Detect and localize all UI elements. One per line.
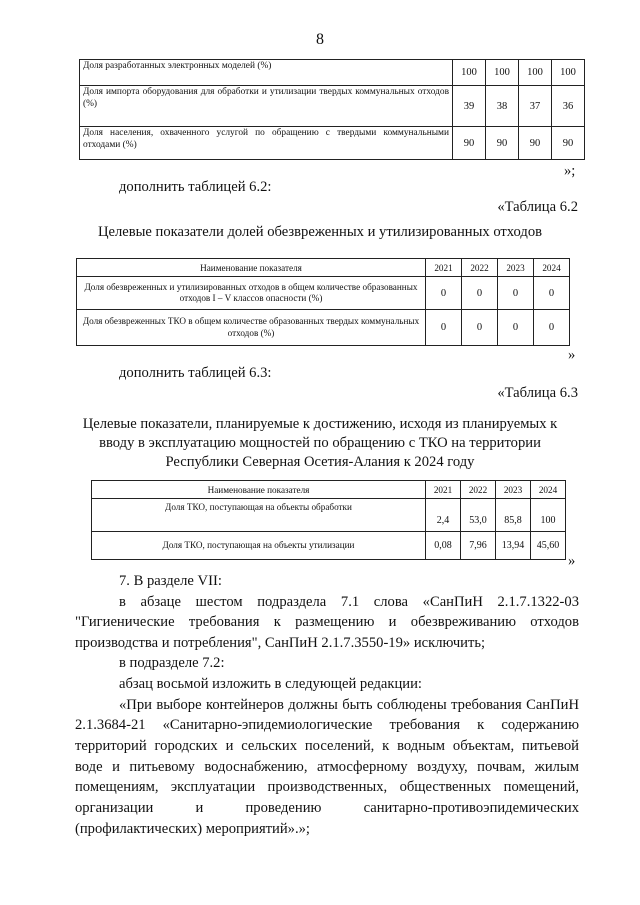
intro-table-6-3: дополнить таблицей 6.3: [119,365,272,381]
value-cell: 0 [462,310,498,346]
value-cell: 100 [519,60,552,86]
paragraph-line: абзац восьмой изложить в следующей редакции: [119,676,422,692]
value-cell: 0 [534,277,570,310]
title-line: Целевые показатели, планируемые к достижению, исходя из планируемых к [82,416,558,432]
table-header-row [92,481,566,499]
page-number: 8 [316,31,324,48]
row-label: Доля разработанных электронных моделей (%) [80,60,453,86]
value-cell: 100 [453,60,486,86]
section-7-heading: 7. В разделе VII: [119,573,222,589]
header-cell: 2021 [426,259,462,277]
value-cell: 0 [498,277,534,310]
value-cell: 0 [462,277,498,310]
header-cell: 2023 [498,259,534,277]
value-cell: 90 [519,127,552,160]
paragraph-line: территорий городских и сельских поселений, к водным объектам, питьевой [75,738,579,754]
caption-table-6-2: «Таблица 6.2 [497,199,578,215]
header-cell: 2024 [534,259,570,277]
value-cell: 0 [534,310,570,346]
value-cell: 90 [453,127,486,160]
paragraph-line: (профилактических) мероприятий».»; [75,821,310,837]
value-cell: 7,96 [461,532,496,560]
paragraph-line: организации и проведению санитарно-противоэпидемических [75,800,579,816]
row-label: Доля ТКО, поступающая на объекты утилизации [92,532,426,560]
table-6-2 [76,258,570,346]
value-cell: 36 [552,86,585,127]
value-cell: 90 [552,127,585,160]
value-cell: 53,0 [461,499,496,532]
value-cell: 100 [486,60,519,86]
value-cell: 45,60 [531,532,566,560]
value-cell: 100 [531,499,566,532]
table-row [80,60,585,86]
table-header-row [77,259,570,277]
caption-table-6-3: «Таблица 6.3 [497,385,578,401]
title-line: вводу в эксплуатацию мощностей по обращению с ТКО на территории [99,435,541,451]
value-cell: 0,08 [426,532,461,560]
table-row [77,310,570,346]
table-6-3 [91,480,566,560]
value-cell: 100 [552,60,585,86]
title-table-6-2: Целевые показатели долей обезвреженных и утилизированных отходов [97,224,543,240]
paragraph-line: 2.1.3684-21 «Санитарно-эпидемиологические требования к содержанию [75,717,579,733]
paragraph-line: в абзаце шестом подраздела 7.1 слова «СанПиН 2.1.7.1322-03 [119,594,579,610]
value-cell: 38 [486,86,519,127]
table1-closing-quote: »; [564,163,576,179]
table-row [77,277,570,310]
table3-closing-quote: » [568,553,576,569]
indicators-table-continued [79,59,585,160]
row-label: Доля обезвреженных ТКО в общем количестве образованных твердых коммунальных отходов (%) [77,310,426,346]
value-cell: 85,8 [496,499,531,532]
value-cell: 0 [498,310,534,346]
header-cell: Наименование показателя [77,259,426,277]
row-label: Доля ТКО, поступающая на объекты обработки [92,499,426,532]
header-cell: 2024 [531,481,566,499]
header-cell: 2022 [461,481,496,499]
row-label: Доля обезвреженных и утилизированных отходов в общем количестве образованных отходов I – V классов опасности (%) [77,277,426,310]
paragraph-line: производства и потребления", СанПиН 2.1.7.3550-19» исключить; [75,635,486,651]
row-label: Доля импорта оборудования для обработки и утилизации твердых коммунальных отходов (%) [80,86,453,127]
paragraph-line: помещениям, эксплуатации производственных, общественных помещений, [75,779,579,795]
paragraph-line: в подразделе 7.2: [119,655,225,671]
value-cell: 0 [426,277,462,310]
paragraph-line: «При выборе контейнеров должны быть соблюдены требования СанПиН [119,697,579,713]
value-cell: 2,4 [426,499,461,532]
title-line: Республики Северная Осетия-Алания к 2024 году [165,454,475,470]
header-cell: 2023 [496,481,531,499]
value-cell: 90 [486,127,519,160]
value-cell: 0 [426,310,462,346]
table-row [80,86,585,127]
value-cell: 39 [453,86,486,127]
title-table-6-3 [60,415,580,472]
row-label: Доля населения, охваченного услугой по обращению с твердыми коммунальными отходами (%) [80,127,453,160]
header-cell: Наименование показателя [92,481,426,499]
table-row [92,532,566,560]
intro-table-6-2: дополнить таблицей 6.2: [119,179,272,195]
paragraph-line: "Гигиенические требования к размещению и обезвреживанию отходов [75,614,579,630]
table2-closing-quote: » [568,347,576,363]
table-row [92,499,566,532]
value-cell: 37 [519,86,552,127]
header-cell: 2022 [462,259,498,277]
table-row [80,127,585,160]
paragraph-line: воде и питьевому водоснабжению, атмосферному воздуху, почвам, жилым [75,759,579,775]
header-cell: 2021 [426,481,461,499]
value-cell: 13,94 [496,532,531,560]
